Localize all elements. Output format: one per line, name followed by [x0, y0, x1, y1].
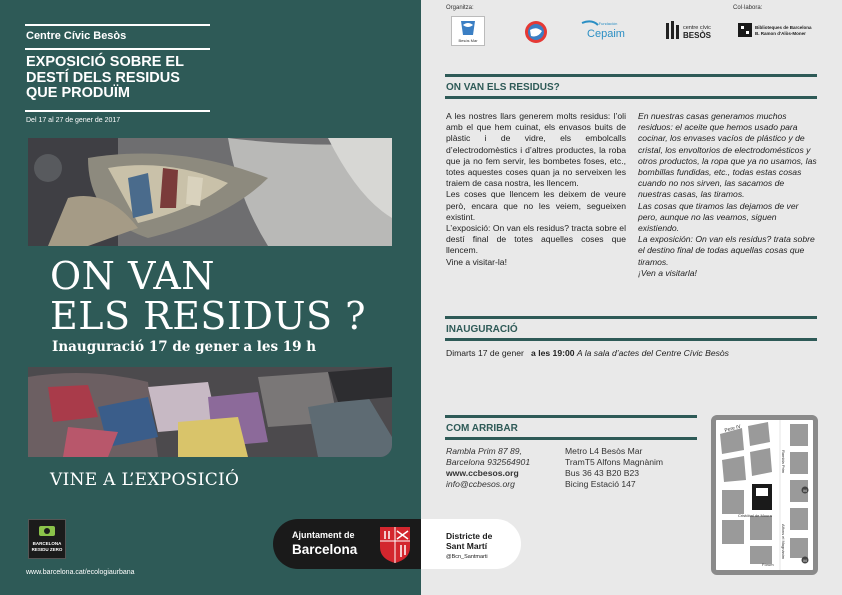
svg-text:Besòs Mar: Besòs Mar [458, 38, 478, 43]
waste-photo-top [28, 138, 392, 246]
website-link[interactable]: www.ccbesos.org [446, 468, 519, 478]
svg-text:BARCELONA: BARCELONA [32, 541, 62, 546]
bus-info: Bus 36 43 B20 B23 [565, 468, 640, 478]
text-catalan: A les nostres llars generem molts residus: l’oli amb el que hem cuinat, els envasos buits de plàstic i de vidre, els embolcalls d’electrodomèstics i d’altres productes, la roba que ja no fem servir, les bombetes foses, etc., totes aquestes coses quan ja no serveixen les traiem de casa nostra, les llencem. Les coses que llencem les deixem de veure però, encara que no les veiem, segueixen existint. L’exposició: On van els residus? tracta sobre el destí final de totes aquelles coses que llencem. Vine a visitar-la! [446, 111, 626, 267]
bicing-info: Bicing Estació 147 [565, 479, 636, 489]
svg-text:Fòrum: Fòrum [762, 562, 774, 567]
svg-text:M: M [803, 488, 807, 493]
svg-text:Pere IV: Pere IV [723, 423, 742, 434]
address-line: Rambla Prim 87 89, [446, 446, 522, 456]
email-link[interactable]: info@ccbesos.org [446, 479, 515, 489]
biblioteques-logo [736, 16, 818, 46]
svg-text:Fundación: Fundación [598, 21, 618, 26]
collabora-label: Col·labora: [733, 5, 763, 11]
inauguration-details: Dimarts 17 de gener a les 19:00 A la sala d’actes del Centre Cívic Besòs [446, 348, 729, 358]
exhibition-dates: Del 17 al 27 de gener de 2017 [26, 117, 121, 124]
section-heading-com-arribar: COM ARRIBAR [446, 423, 518, 434]
ajuntament-city: Barcelona [292, 542, 358, 557]
address-phone: Barcelona 932564901 [446, 457, 531, 467]
districte-name: Districte de Sant Martí [446, 531, 493, 551]
svg-text:BESÒS: BESÒS [683, 31, 712, 40]
divider [25, 110, 210, 112]
globe-logo [518, 16, 554, 46]
centre-civic-besos-logo [664, 16, 716, 46]
organitza-label: Organitza: [446, 5, 474, 11]
svg-text:Cristóbal de Moura: Cristóbal de Moura [738, 513, 772, 518]
text-spanish: En nuestras casas generamos muchos residuos: el aceite que hemos usado para cocinar, los envases vacíos de plástico y de cristal, los envoltorios de electrodomésticos y otros productos, la ropa que ya no usamos, las bombillas fundidas, etc., todas estas cosas cuando no nos sirven, las sacamos de nuestras casas, las tiramos. Las cosas que tiramos las dejamos de ver pero, aunque no las veamos, siguen existiendo. La exposición: On van els residus? trata sobre el destino final de todas aquellas cosas que tiramos. ¡Ven a visitarla! [638, 111, 817, 278]
svg-text:Alfons el Magnànim: Alfons el Magnànim [781, 524, 786, 560]
ajuntament-label: Ajuntament de [292, 530, 355, 540]
cepaim-logo [578, 16, 632, 46]
divider [445, 316, 817, 319]
tram-info: TramT5 Alfons Magnànim [565, 457, 664, 467]
exhibition-title: EXPOSICIÓ SOBRE EL DESTÍ DELS RESIDUS QUE PRODUÏM [26, 54, 184, 101]
divider [25, 48, 210, 50]
twitter-handle[interactable]: @Bcn_Santmarti [446, 554, 488, 560]
main-headline: ON VAN ELS RESIDUS ? [50, 254, 366, 338]
transport-info [565, 446, 663, 490]
visit-call-to-action: VINE A L’EXPOSICIÓ [50, 470, 240, 490]
centre-name: Centre Cívic Besòs [26, 30, 127, 42]
svg-text:Biblioteques de Barcelona: Biblioteques de Barcelona [755, 25, 812, 30]
section-heading-inauguracio: INAUGURACIÓ [446, 324, 518, 335]
divider [445, 96, 817, 99]
besos-mar-logo [451, 16, 485, 46]
svg-text:B. Ramon d'Alòs-Moner: B. Ramon d'Alòs-Moner [755, 31, 806, 36]
address-block [446, 446, 530, 490]
svg-text:Cepaim: Cepaim [587, 28, 625, 40]
divider [445, 437, 697, 440]
svg-text:Rambla Prim: Rambla Prim [781, 450, 786, 474]
waste-photo-bottom [28, 367, 392, 457]
divider [445, 74, 817, 77]
residu-zero-logo [28, 519, 66, 559]
opening-subtitle: Inauguració 17 de gener a les 19 h [52, 339, 317, 355]
svg-text:RESIDU ZERO: RESIDU ZERO [31, 547, 63, 552]
svg-text:centre cívic: centre cívic [683, 25, 711, 31]
divider [25, 24, 210, 26]
barcelona-shield-icon [375, 523, 415, 565]
metro-info: Metro L4 Besòs Mar [565, 446, 643, 456]
svg-text:M: M [803, 558, 807, 563]
divider [445, 338, 817, 341]
ecology-url[interactable]: www.barcelona.cat/ecologiaurbana [26, 569, 135, 576]
location-map [711, 415, 818, 575]
divider [445, 415, 697, 418]
section-heading-on-van: ON VAN ELS RESIDUS? [446, 82, 560, 93]
